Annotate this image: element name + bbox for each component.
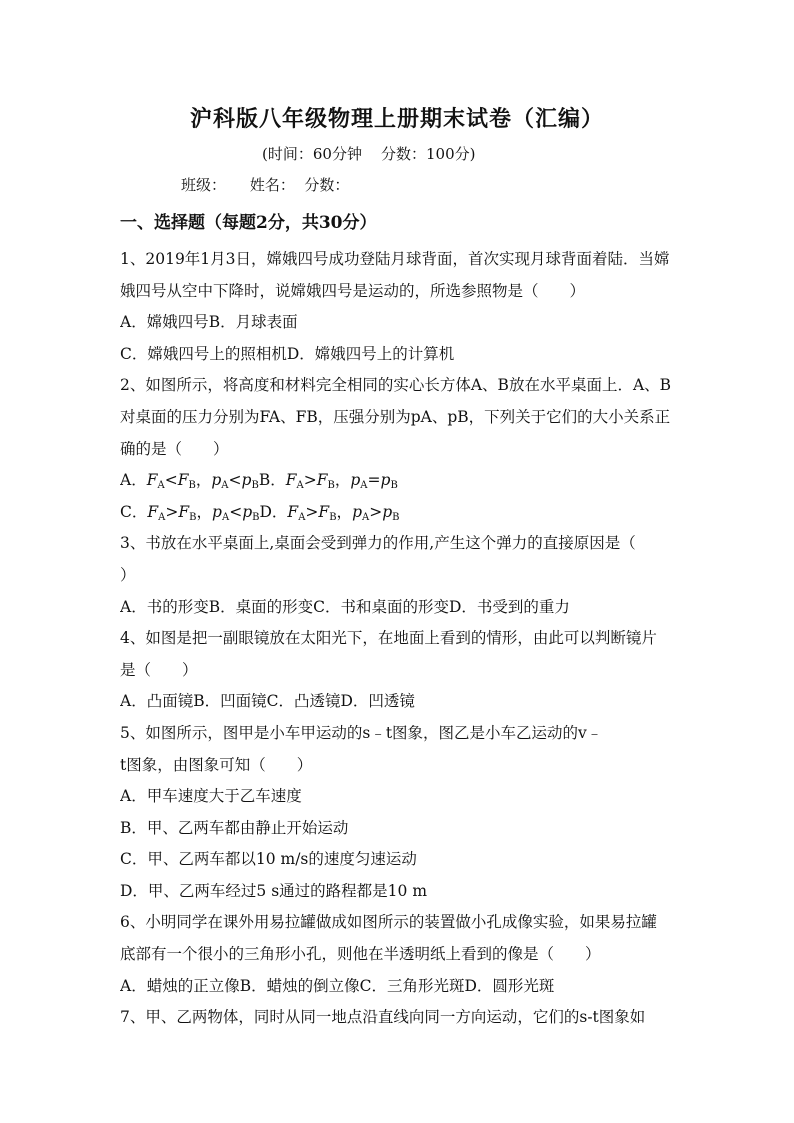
q2-option-line-cd: C．$F_A>F_B$，$p_A<p_BD$．$F_A>F_B$，$p_A>p_B$ xyxy=(120,502,400,523)
text-line: D．甲、乙两车经过5 s通过的路程都是10 m xyxy=(120,881,428,900)
text-line: A．嫦娥四号B．月球表面 xyxy=(120,313,298,332)
text-line: t图象，由图象可知（ ） xyxy=(120,755,313,774)
text-line: ） xyxy=(120,565,136,584)
text-line: 7、甲、乙两物体，同时从同一地点沿直线向同一方向运动，它们的s-t图象如 xyxy=(120,1008,646,1027)
q2-option-line-ab: A．$F_A<F_B$，$p_A<p_BB$．$F_A>F_B$，$p_A=p_B$ xyxy=(120,471,398,492)
text-line: 是（ ） xyxy=(120,660,198,679)
text-line: C．嫦娥四号上的照相机D．嫦娥四号上的计算机 xyxy=(120,344,455,363)
text-line: A．蜡烛的正立像B．蜡烛的倒立像C．三角形光斑D．圆形光斑 xyxy=(120,976,555,995)
question-list xyxy=(120,244,676,1034)
text-line: A．凸面镜B．凹面镜C．凸透镜D．凹透镜 xyxy=(120,692,415,711)
text-line: 底部有一个很小的三角形小孔，则他在半透明纸上看到的像是（ ） xyxy=(120,945,601,964)
student-info-line: 班级： 姓名： 分数： xyxy=(181,176,350,194)
text-line: C．甲、乙两车都以10 m/s的速度匀速运动 xyxy=(120,850,417,869)
text-line: 3、书放在水平桌面上,桌面会受到弹力的作用,产生这个弹力的直接原因是（ xyxy=(120,534,636,553)
text-line: 2、如图所示，将高度和材料完全相同的实心长方体A、B放在水平桌面上．A、B xyxy=(120,376,672,395)
page-title: 沪科版八年级物理上册期末试卷（汇编） xyxy=(189,106,604,132)
text-line: 娥四号从空中下降时，说嫦娥四号是运动的，所选参照物是（ ） xyxy=(120,281,586,300)
text-line: B．甲、乙两车都由静止开始运动 xyxy=(120,818,349,837)
text-line: 4、如图是把一副眼镜放在太阳光下，在地面上看到的情形，由此可以判断镜片 xyxy=(120,629,657,648)
text-line: A．书的形变B．桌面的形变C．书和桌面的形变D．书受到的重力 xyxy=(120,597,570,616)
text-line: 1、2019年1月3日，嫦娥四号成功登陆月球背面，首次实现月球背面着陆．当嫦 xyxy=(120,250,670,268)
section-heading: 一、选择题（每题2分，共30分） xyxy=(120,213,377,233)
text-line: 对桌面的压力分别为FA、FB，压强分别为pA、pB，下列关于它们的大小关系正 xyxy=(120,407,671,426)
text-line: A．甲车速度大于乙车速度 xyxy=(120,787,302,806)
text-line: 确的是（ ） xyxy=(120,439,229,458)
exam-time-score: (时间：60分钟 分数：100分) xyxy=(262,145,476,163)
text-line: 5、如图所示，图甲是小车甲运动的s﹣t图象，图乙是小车乙运动的v﹣ xyxy=(120,723,603,742)
text-line: 6、小明同学在课外用易拉罐做成如图所示的装置做小孔成像实验，如果易拉罐 xyxy=(120,913,657,932)
